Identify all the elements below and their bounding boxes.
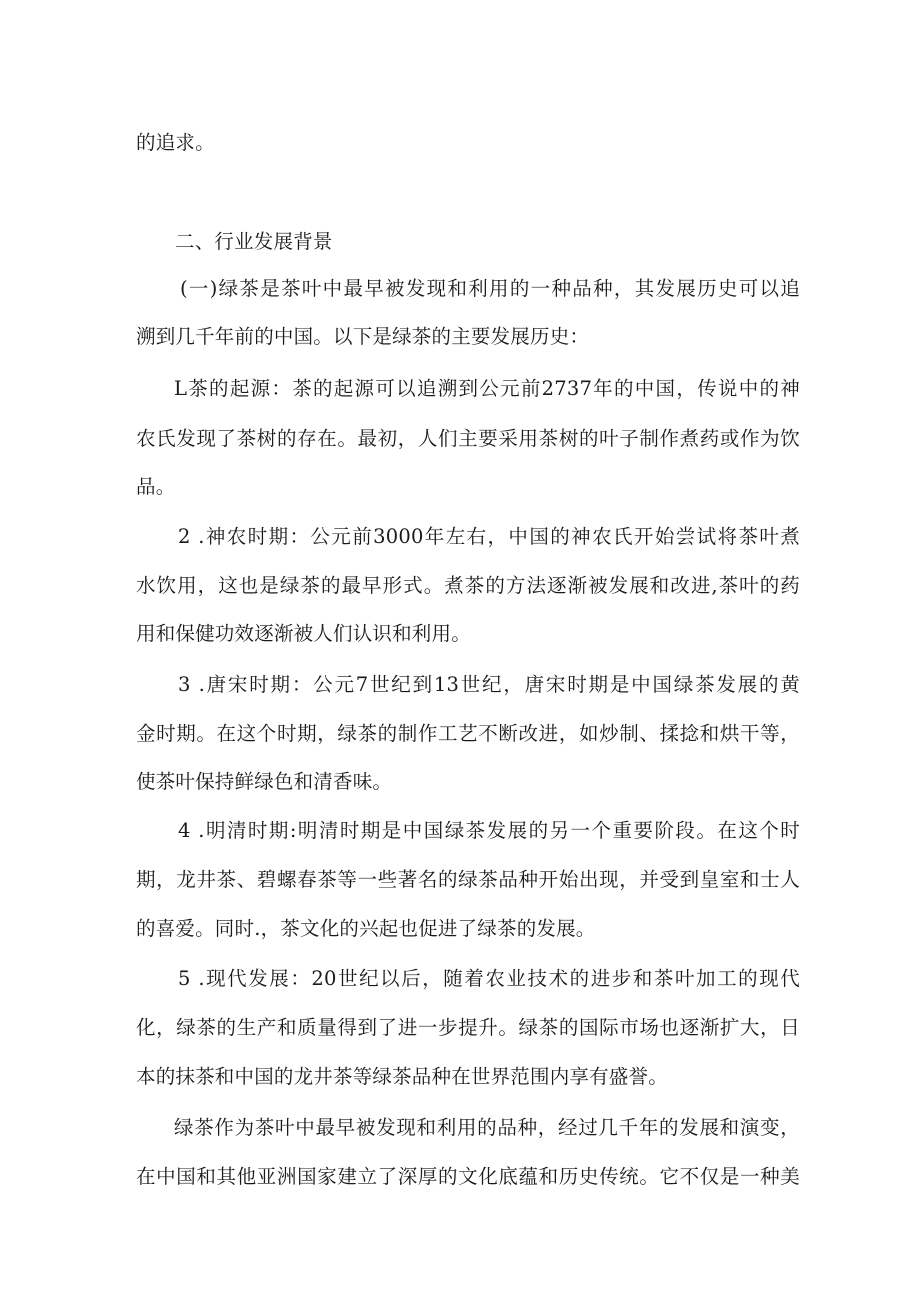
list-item-line: 期，龙井茶、碧螺春茶等一些著名的绿茶品种开始出现，并受到皇室和士人: [136, 868, 800, 891]
section-heading: 二、行业发展背景: [175, 230, 333, 253]
paragraph-line: 在中国和其他亚洲国家建立了深厚的文化底蕴和历史传统。它不仅是一种美: [136, 1165, 800, 1188]
list-item-line: 农氏发现了茶树的存在。最初，人们主要采用茶树的叶子制作煮药或作为饮: [136, 427, 800, 450]
list-item-line: 品。: [136, 475, 176, 498]
list-item-line: 4 .明清时期:明清时期是中国绿茶发展的另一个重要阶段。在这个时: [178, 819, 800, 842]
list-item-line: 化，绿茶的生产和质量得到了进一步提升。绿茶的国际市场也逐渐扩大，日: [136, 1016, 800, 1039]
list-item-line: 2 .神农时期：公元前3000年左右，中国的神农氏开始尝试将茶叶煮: [178, 525, 800, 548]
list-item-line: 使茶叶保持鲜绿色和清香味。: [136, 770, 393, 793]
list-item-line: 水饮用，这也是绿茶的最早形式。煮茶的方法逐渐被发展和改进,茶叶的药: [136, 574, 800, 597]
list-item-line: 本的抹茶和中国的龙井茶等绿茶品种在世界范围内享有盛誉。: [136, 1065, 668, 1088]
text-line: 的追求。: [136, 131, 215, 154]
list-item-line: 5 .现代发展：20世纪以后，随着农业技术的进步和茶叶加工的现代: [178, 967, 800, 990]
paragraph-line: 绿茶作为茶叶中最早被发现和利用的品种，经过几千年的发展和演变，: [174, 1116, 800, 1139]
list-item-line: 金时期。在这个时期，绿茶的制作工艺不断改进，如炒制、揉捻和烘干等，: [136, 722, 800, 745]
list-item-line: 的喜爱。同时.，茶文化的兴起也促进了绿茶的发展。: [136, 917, 596, 940]
list-item-line: 3 .唐宋时期：公元7世纪到13世纪，唐宋时期是中国绿茶发展的黄: [178, 673, 800, 696]
list-item-line: 用和保健功效逐渐被人们认识和利用。: [136, 622, 471, 645]
paragraph-line: (一)绿茶是茶叶中最早被发现和利用的一种品种，其发展历史可以追: [180, 277, 800, 300]
list-item-line: L茶的起源：茶的起源可以追溯到公元前2737年的中国，传说中的神: [174, 377, 800, 400]
paragraph-line: 溯到几千年前的中国。以下是绿茶的主要发展历史：: [136, 325, 590, 348]
